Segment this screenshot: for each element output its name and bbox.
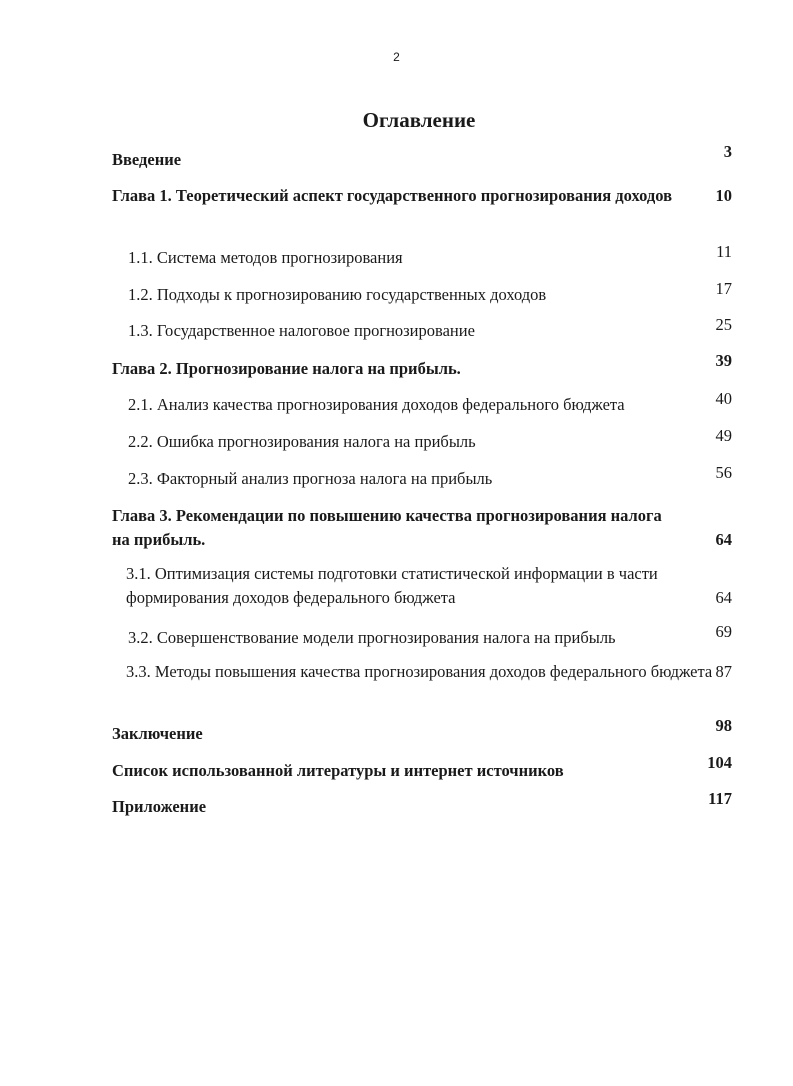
toc-entry-page: 98 [715,716,732,735]
toc-entry-text: 2.3. Факторный анализ прогноза налога на прибыль [128,469,493,488]
toc-entry-text: Глава 3. Рекомендации по повышению качества прогнозирования налога на прибыль. [112,506,662,549]
toc-entry-text: Введение [112,150,182,169]
toc-entry-page: 64 [715,588,732,607]
toc-entry-text: Приложение [112,797,207,816]
toc-entry-page: 39 [715,351,732,370]
toc-entry-bibliography[interactable] [112,753,732,783]
toc-entry-text: 2.2. Ошибка прогнозирования налога на прибыль [128,432,476,451]
toc-entry-section-2-2[interactable] [128,426,732,454]
toc-entry-page: 10 [715,186,732,205]
toc-entry-text: Список использованной литературы и интернет источников [112,761,564,780]
toc-entry-text: 1.2. Подходы к прогнозированию государственных доходов [128,285,547,304]
toc-entry-page: 40 [715,389,732,408]
toc-entry-text: 2.1. Анализ качества прогнозирования доходов федерального бюджета [128,395,625,414]
toc-entry-section-3-1[interactable] [126,562,732,610]
toc-entry-chapter-3[interactable] [112,504,732,552]
toc-entry-text: Глава 2. Прогнозирование налога на прибыль. [112,359,461,378]
toc-entry-text: 3.2. Совершенствование модели прогнозирования налога на прибыль [128,628,616,647]
page-number: 2 [393,50,400,64]
toc-entry-text: Заключение [112,724,203,743]
toc-entry-chapter-2[interactable] [112,351,732,381]
toc-entry-page: 17 [715,279,732,298]
toc-entry-page: 11 [716,242,732,261]
page-title: Оглавление [362,108,476,132]
toc-entry-text: 3.3. Методы повышения качества прогнозирования доходов федерального бюджета [126,662,713,681]
toc-entry-page: 3 [723,142,732,161]
toc-entry-page: 56 [715,463,732,482]
toc-entry-section-1-1[interactable] [128,242,732,270]
toc-entry-conclusion[interactable] [112,716,732,746]
toc-entry-section-1-2[interactable] [128,279,732,307]
toc-entry-text: Глава 1. Теоретический аспект государственного прогнозирования доходов [112,186,672,205]
toc-entry-text: 3.1. Оптимизация системы подготовки статистической информации в части формирования доходов федерального бюджета [126,564,658,607]
toc-entry-section-3-3[interactable] [126,660,732,684]
toc-entry-appendix[interactable] [112,789,732,819]
toc-entry-page: 117 [708,789,732,808]
toc-entry-section-2-3[interactable] [128,463,732,491]
toc-entry-section-2-1[interactable] [128,389,732,417]
toc-entry-introduction[interactable] [112,142,732,172]
toc-entry-page: 49 [715,426,732,445]
toc-entry-page: 87 [715,662,732,681]
toc-entry-section-1-3[interactable] [128,315,732,343]
toc-entry-page: 64 [715,530,732,549]
toc-entry-page: 104 [707,753,732,772]
toc-entry-page: 25 [715,315,732,334]
toc-entry-page: 69 [715,622,732,641]
toc-entry-chapter-1[interactable] [112,184,732,208]
toc-entry-text: 1.1. Система методов прогнозирования [128,248,403,267]
toc-entry-section-3-2[interactable] [128,622,732,650]
toc-entry-text: 1.3. Государственное налоговое прогнозирование [128,321,475,340]
